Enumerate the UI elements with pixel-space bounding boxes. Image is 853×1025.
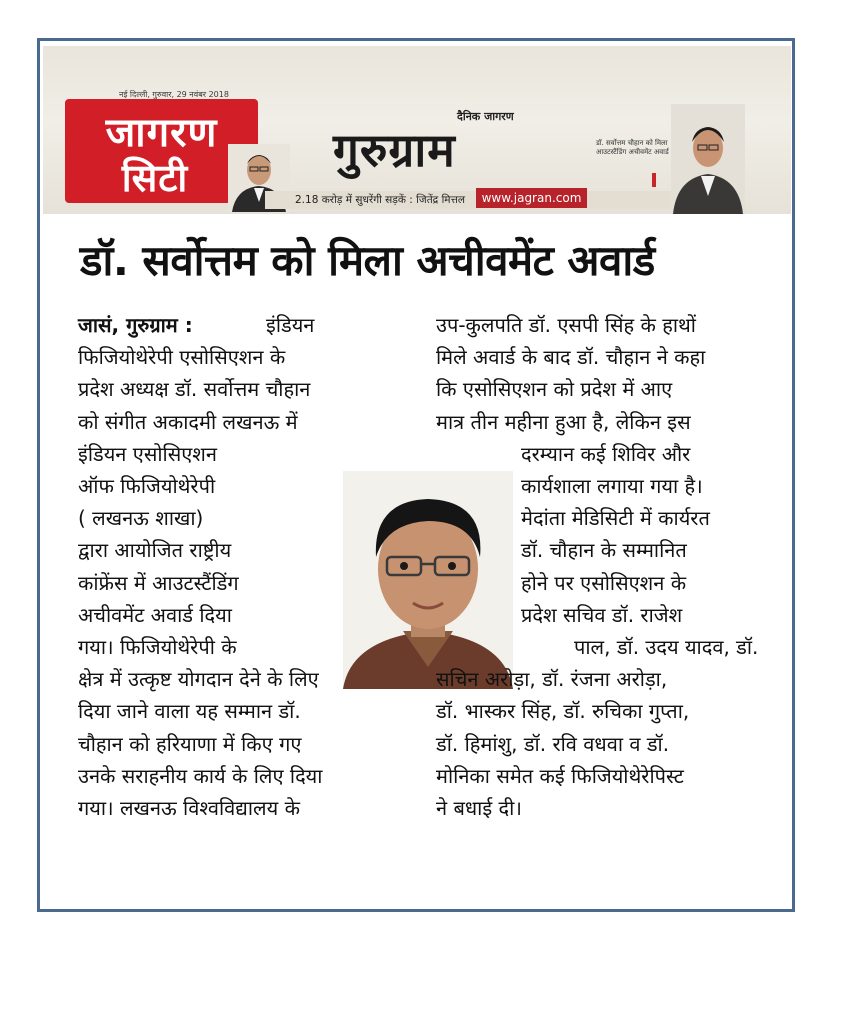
article-headline: डॉ. सर्वोत्तम को मिला अचीवमेंट अवार्ड [80,236,655,285]
website-url: www.jagran.com [476,188,587,208]
article-text-line: ( लखनऊ शाखा) [78,506,204,531]
logo-top-text: जागरण [105,110,218,156]
article-text-line: डॉ. चौहान के सम्मानित [521,538,687,563]
article-text-line: कार्यशाला लगाया गया है। [521,474,703,498]
article-text-line: मेदांता मेडिसिटी में कार्यरत [521,506,710,531]
article-text-line: मोनिका समेत कई फिजियोथेरेपिस्ट [436,763,684,788]
article-text-line: गया। लखनऊ विश्वविद्यालय के [78,796,300,820]
article-text-line: होने पर एसोसिएशन के [521,570,687,595]
article-text-line: इंडियन [266,313,315,337]
newspaper-masthead [43,46,791,214]
doctor-thumbnail-photo [671,104,745,214]
article-text-line: सचिन अरोड़ा, डॉ. रंजना अरोड़ा, [436,667,668,692]
teaser-caption: डॉ. सर्वोत्तम चौहान को मिला आउटस्टैंडिंग अचीवमेंट अवार्ड [596,139,669,156]
article-text-line: दिया जाने वाला यह सम्मान डॉ. [78,699,301,724]
clipping-frame [37,38,795,912]
article-text-line: इंडियन एसोसिएशन [78,441,217,466]
article-text-line: डॉ. भास्कर सिंह, डॉ. रुचिका गुप्ता, [436,699,690,724]
article-text-line: ऑफ फिजियोथेरेपी [78,474,216,498]
doctor-portrait-photo [343,471,513,689]
paper-name: दैनिक जागरण [457,110,514,123]
article-text-line: पाल, डॉ. उदय यादव, डॉ. [574,635,759,659]
article-text-line: कि एसोसिएशन को प्रदेश में आए [436,377,673,402]
article-text-line: उप-कुलपति डॉ. एसपी सिंह के हाथों [436,313,696,337]
accent-bar [652,173,656,187]
article-text-line: गया। फिजियोथेरेपी के [78,635,237,659]
city-edition-title: गुरुग्राम [333,123,456,177]
article-text-line: प्रदेश अध्यक्ष डॉ. सर्वोत्तम चौहान [78,377,311,402]
logo-bottom-text: सिटी [121,156,189,200]
article-text-line: फिजियोथेरेपी एसोसिएशन के [78,345,286,370]
article-text-line: मिले अवार्ड के बाद डॉ. चौहान ने कहा [436,345,706,370]
dateline: नई दिल्ली, गुरुवार, 29 नवंबर 2018 [119,90,229,99]
article-text-line: डॉ. हिमांशु, डॉ. रवि वधवा व डॉ. [436,731,670,756]
article-text-line: मात्र तीन महीना हुआ है, लेकिन इस [436,409,691,434]
article-text-line: को संगीत अकादमी लखनऊ में [78,409,298,434]
article-text-line: कांफ्रेंस में आउटस्टैंडिंग [78,570,239,595]
teaser-headline: 2.18 करोड़ में सुधरेंगी सड़कें : जितेंद्र मित्तल [295,194,465,206]
article-text-line: उनके सराहनीय कार्य के लिए दिया [78,763,323,788]
article-text-line: क्षेत्र में उत्कृष्ट योगदान देने के लिए [78,667,319,692]
article-text-line: अचीवमेंट अवार्ड दिया [78,602,232,627]
article-text-line: दरम्यान कई शिविर और [521,441,691,466]
article-text-line: ने बधाई दी। [436,796,522,820]
article-text-line: प्रदेश सचिव डॉ. राजेश [521,602,683,627]
article-text-line: चौहान को हरियाणा में किए गए [78,731,302,756]
article-text-line: द्वारा आयोजित राष्ट्रीय [78,538,232,563]
article-byline: जासं, गुरुग्राम : [78,313,193,337]
